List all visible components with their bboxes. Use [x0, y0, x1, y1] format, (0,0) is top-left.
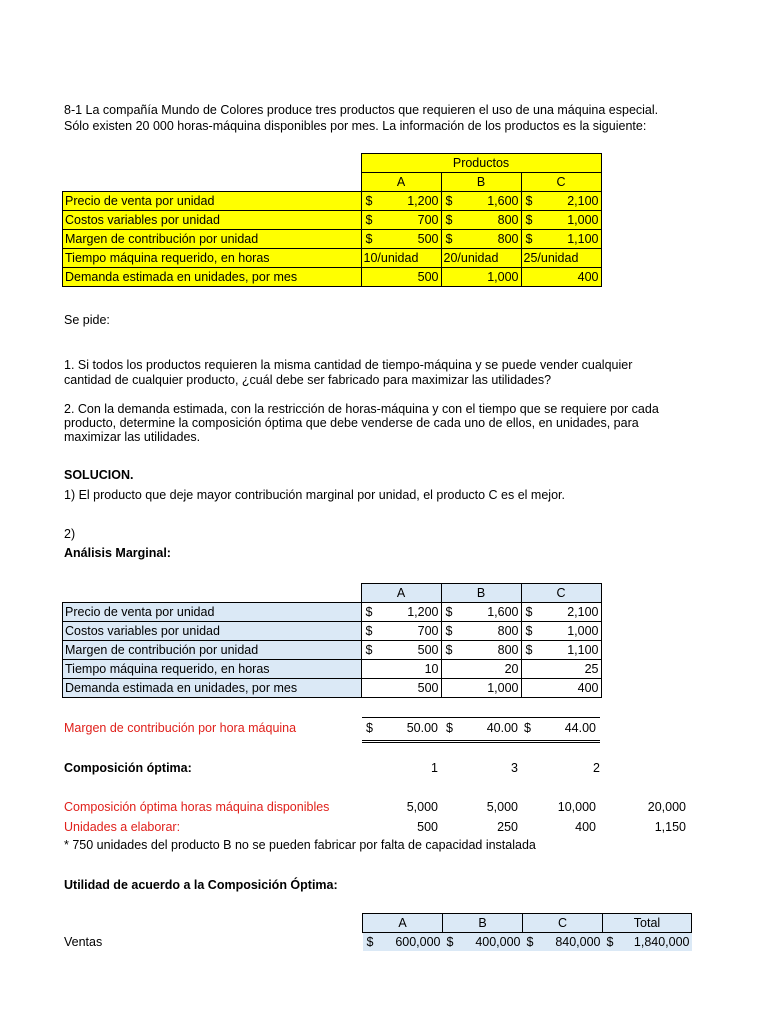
- table-row: [63, 641, 602, 660]
- currency-symbol: $: [365, 232, 373, 246]
- currency-symbol: $: [445, 232, 453, 246]
- cell-value: 25: [521, 660, 601, 679]
- utility-table: [362, 913, 692, 951]
- optimal-a: 1: [431, 761, 438, 775]
- cell-value: 800: [497, 213, 519, 227]
- col-header-a: A: [361, 173, 441, 192]
- currency-symbol: $: [365, 213, 373, 227]
- cell-value: 1,200: [407, 194, 439, 208]
- products-table: [62, 153, 602, 287]
- cell-value: 20/unidad: [441, 249, 521, 268]
- solution-title: SOLUCION.: [64, 468, 134, 482]
- table-row: [63, 192, 602, 211]
- table-row: [63, 249, 602, 268]
- currency-symbol: $: [445, 624, 453, 638]
- intro-line-2: Sólo existen 20 000 horas-máquina disponibles por mes. La información de los productos es la siguiente:: [64, 119, 647, 133]
- row-label: Costos variables por unidad: [63, 211, 362, 230]
- cell-value: 1,000: [567, 213, 599, 227]
- cell-value: 700: [417, 213, 439, 227]
- table-row: [363, 933, 692, 952]
- sales-a: 600,000: [395, 935, 441, 949]
- cell-value: 10/unidad: [361, 249, 441, 268]
- row-label: Demanda estimada en unidades, por mes: [63, 268, 362, 287]
- row-label: Tiempo máquina requerido, en horas: [63, 249, 362, 268]
- hours-a: 5,000: [406, 800, 438, 814]
- cell-value: 1,200: [407, 605, 439, 619]
- cell-value: 1,100: [567, 232, 599, 246]
- row-label: Costos variables por unidad: [63, 622, 362, 641]
- table-row: [63, 660, 602, 679]
- currency-symbol: $: [525, 624, 533, 638]
- margin-per-hour-values: [362, 717, 600, 743]
- hours-c: 10,000: [557, 800, 596, 814]
- row-label: Margen de contribución por unidad: [63, 230, 362, 249]
- hours-total: 20,000: [647, 800, 686, 814]
- row-label: Margen de contribución por unidad: [63, 641, 362, 660]
- currency-symbol: $: [366, 721, 373, 735]
- cell-value: 10: [361, 660, 441, 679]
- currency-symbol: $: [606, 935, 614, 949]
- optimal-b: 3: [511, 761, 518, 775]
- cell-value: 2,100: [567, 194, 599, 208]
- col-header-total: Total: [603, 914, 692, 933]
- currency-symbol: $: [365, 194, 373, 208]
- table-row: [63, 268, 602, 287]
- question-2-line-2: producto, determine la composición óptima que debe venderse de cada uno de ellos, en unidades, para: [64, 416, 639, 430]
- currency-symbol: $: [446, 721, 453, 735]
- utility-title: Utilidad de acuerdo a la Composición Óptima:: [64, 878, 338, 892]
- col-header-b: B: [441, 584, 521, 603]
- cell-value: 1,000: [567, 624, 599, 638]
- cell-value: 800: [497, 232, 519, 246]
- units-c: 400: [575, 820, 596, 834]
- row-label: Tiempo máquina requerido, en horas: [63, 660, 362, 679]
- currency-symbol: $: [525, 232, 533, 246]
- currency-symbol: $: [525, 194, 533, 208]
- cell-value: 800: [497, 624, 519, 638]
- question-1-line-2: cantidad de cualquier producto, ¿cuál debe ser fabricado para maximizar las utilidades?: [64, 373, 552, 387]
- margin-a: 50.00: [406, 721, 438, 735]
- answer-1: 1) El producto que deje mayor contribución marginal por unidad, el producto C es el mejor.: [64, 488, 565, 502]
- cell-value: 400: [521, 268, 601, 287]
- row-label: Precio de venta por unidad: [63, 603, 362, 622]
- col-header-b: B: [441, 173, 521, 192]
- currency-symbol: $: [366, 935, 374, 949]
- intro-line-1: 8-1 La compañía Mundo de Colores produce tres productos que requieren el uso de una máquina especial.: [64, 103, 659, 117]
- sales-c: 840,000: [555, 935, 601, 949]
- currency-symbol: $: [525, 643, 533, 657]
- row-label: Precio de venta por unidad: [63, 192, 362, 211]
- cell-value: 25/unidad: [521, 249, 601, 268]
- cell-value: 20: [441, 660, 521, 679]
- units-b: 250: [497, 820, 518, 834]
- se-pide: Se pide:: [64, 313, 110, 327]
- table-row: [63, 622, 602, 641]
- analysis-title: Análisis Marginal:: [64, 546, 171, 560]
- table-row: [63, 679, 602, 698]
- col-header-a: A: [363, 914, 443, 933]
- units-a: 500: [417, 820, 438, 834]
- blank-cell: [63, 154, 362, 173]
- sales-total: 1,840,000: [633, 935, 690, 949]
- hours-b: 5,000: [486, 800, 518, 814]
- currency-symbol: $: [526, 935, 534, 949]
- sales-label: Ventas: [64, 935, 103, 949]
- capacity-note: * 750 unidades del producto B no se pueden fabricar por falta de capacidad instalada: [64, 838, 536, 852]
- cell-value: 500: [417, 232, 439, 246]
- currency-symbol: $: [445, 605, 453, 619]
- question-1-line-1: 1. Si todos los productos requieren la misma cantidad de tiempo-máquina y se puede vender cualquier: [64, 358, 633, 372]
- currency-symbol: $: [445, 194, 453, 208]
- answer-2-number: 2): [64, 527, 76, 541]
- cell-value: 1,600: [487, 194, 519, 208]
- currency-symbol: $: [525, 213, 533, 227]
- margin-per-hour-label: Margen de contribución por hora máquina: [64, 721, 297, 735]
- question-2-line-3: maximizar las utilidades.: [64, 430, 201, 444]
- units-total: 1,150: [654, 820, 686, 834]
- cell-value: 400: [521, 679, 601, 698]
- cell-value: 1,100: [567, 643, 599, 657]
- col-header-c: C: [521, 584, 601, 603]
- currency-symbol: $: [365, 643, 373, 657]
- cell-value: 1,000: [441, 268, 521, 287]
- cell-value: 700: [417, 624, 439, 638]
- question-2-line-1: 2. Con la demanda estimada, con la restricción de horas-máquina y con el tiempo que se requiere por cada: [64, 402, 659, 416]
- hours-label: Composición óptima horas máquina disponibles: [64, 800, 330, 814]
- cell-value: 1,000: [441, 679, 521, 698]
- margin-c: 44.00: [564, 721, 596, 735]
- currency-symbol: $: [445, 643, 453, 657]
- cell-value: 1,600: [487, 605, 519, 619]
- products-group-header: Productos: [361, 154, 601, 173]
- col-header-c: C: [521, 173, 601, 192]
- currency-symbol: $: [525, 605, 533, 619]
- marginal-analysis-table: [62, 583, 602, 698]
- optimal-c: 2: [593, 761, 600, 775]
- sales-b: 400,000: [475, 935, 521, 949]
- col-header-b: B: [443, 914, 523, 933]
- cell-value: 2,100: [567, 605, 599, 619]
- units-label: Unidades a elaborar:: [64, 820, 181, 834]
- optimal-label: Composición óptima:: [64, 761, 192, 775]
- table-row: [63, 230, 602, 249]
- currency-symbol: $: [365, 605, 373, 619]
- row-label: Demanda estimada en unidades, por mes: [63, 679, 362, 698]
- margin-b: 40.00: [486, 721, 518, 735]
- col-header-a: A: [361, 584, 441, 603]
- blank-cell: [63, 584, 362, 603]
- currency-symbol: $: [524, 721, 531, 735]
- currency-symbol: $: [445, 213, 453, 227]
- currency-symbol: $: [446, 935, 454, 949]
- cell-value: 800: [497, 643, 519, 657]
- blank-cell: [63, 173, 362, 192]
- currency-symbol: $: [365, 624, 373, 638]
- cell-value: 500: [361, 268, 441, 287]
- cell-value: 500: [417, 643, 439, 657]
- table-row: [63, 211, 602, 230]
- cell-value: 500: [361, 679, 441, 698]
- table-row: [63, 603, 602, 622]
- col-header-c: C: [523, 914, 603, 933]
